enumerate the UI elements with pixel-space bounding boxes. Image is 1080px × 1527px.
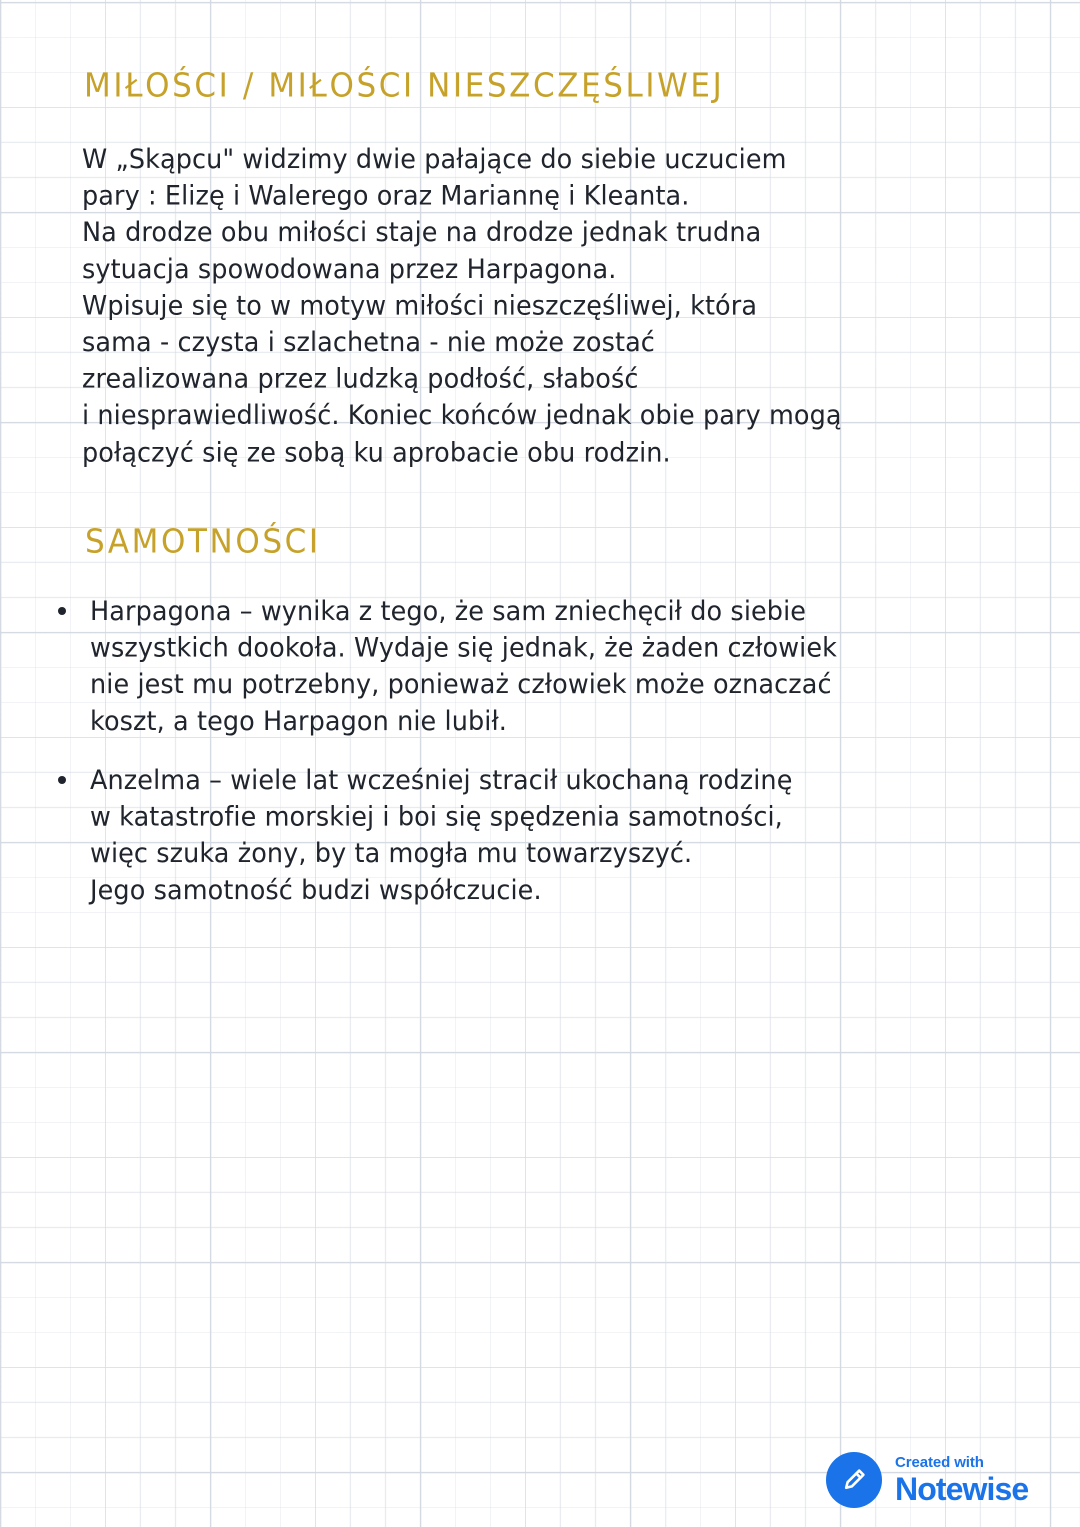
paragraph-line: i niesprawiedliwość. Koniec końców jednak obie pary mogą xyxy=(82,400,842,432)
bullet-line: więc szuka żony, by ta mogła mu towarzyszyć. xyxy=(90,838,693,870)
list-item-text xyxy=(90,594,1050,740)
paragraph-line: zrealizowana przez ludzką podłość, słabość xyxy=(82,363,639,395)
bullet-dot-icon xyxy=(58,776,66,784)
list-item xyxy=(50,763,1050,904)
paragraph-line: sama - czysta i szlachetna - nie może zostać xyxy=(82,327,655,359)
paragraph-line: połączyć się ze sobą ku aprobacie obu rodzin. xyxy=(82,436,671,469)
section-heading-love: MIŁOŚCI / MIŁOŚCI NIESZCZĘŚLIWEJ xyxy=(84,66,725,106)
bullet-line: Anzelma – wiele lat wcześniej stracił ukochaną rodzinę xyxy=(90,764,793,797)
paragraph-love xyxy=(82,142,1012,472)
notewise-watermark[interactable] xyxy=(826,1452,1028,1508)
watermark-text xyxy=(895,1455,1028,1505)
bullet-line: nie jest mu potrzebny, ponieważ człowiek może oznaczać xyxy=(90,669,832,701)
watermark-brand: Notewise xyxy=(895,1471,1029,1507)
bullet-line: Harpagona – wynika z tego, że sam zniechęcił do siebie xyxy=(90,596,807,628)
bullet-dot-icon xyxy=(58,607,66,615)
bullet-list xyxy=(50,594,1050,932)
section-heading-loneliness: SAMOTNOŚCI xyxy=(85,522,321,562)
list-item-text xyxy=(90,763,1050,909)
paragraph-line: pary : Elizę i Walerego oraz Mariannę i Kleanta. xyxy=(82,180,690,212)
list-item xyxy=(50,594,1050,738)
paragraph-line: sytuacja spowodowana przez Harpagona. xyxy=(82,253,617,286)
bullet-line: koszt, a tego Harpagon nie lubił. xyxy=(90,705,508,738)
paragraph-line: W „Skąpcu" widzimy dwie pałające do siebie uczuciem xyxy=(82,144,787,176)
bullet-line: wszystkich dookoła. Wydaje się jednak, że żaden człowiek xyxy=(90,632,837,664)
watermark-kicker: Created with xyxy=(895,1454,984,1471)
pen-circle-icon xyxy=(826,1452,882,1508)
paragraph-line: Na drodze obu miłości staje na drodze jednak trudna xyxy=(82,217,762,249)
bullet-line: Jego samotność budzi współczucie. xyxy=(90,874,542,906)
bullet-line: w katastrofie morskiej i boi się spędzenia samotności, xyxy=(90,801,783,833)
paragraph-line: Wpisuje się to w motyw miłości nieszczęśliwej, która xyxy=(82,290,758,322)
